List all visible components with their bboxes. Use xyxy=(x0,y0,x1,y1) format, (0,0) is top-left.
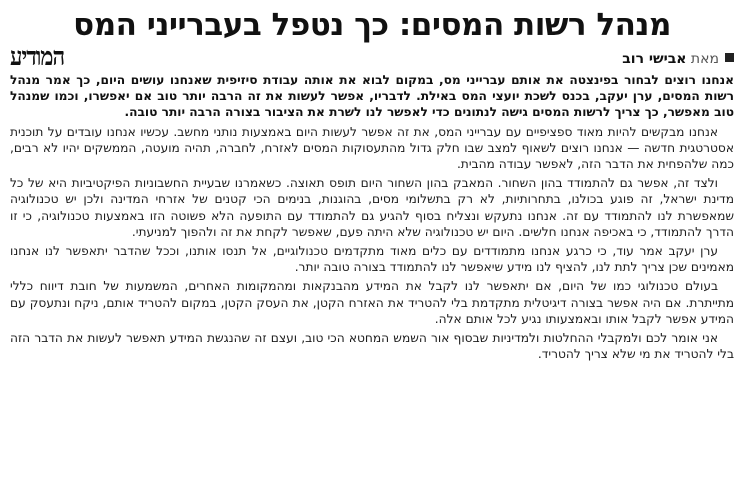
body-paragraph: אנחנו מבקשים להיות מאוד ספציפיים עם עברייני המס, את זה אפשר לעשות היום באמצעות נותני מחשב. עכשיו אנחנו עובדים על תוכנית אסטרטגית חדשה — אנחנו רוצים לשאוף למצב שבו חלק גדול מהתעסוקות המסים לאזרח, לחברה, תהיה מועטה, הממשקים יהיו לא רבים, כמה שלהפחית את הדבר הזה, לאפשר עבודה מהבית. xyxy=(10,124,734,172)
body-paragraph: בעולם טכנולוגי כמו של היום, אם יתאפשר לנו לקבל את המידע מהבנקאות ומהמקומות האחרים, המשמעות של חובת דיווח כללי מתייתרת. אם היה אפשר בצורה דיגיטלית מתקדמת בלי להטריד את האזרח הקטן, את העסק הקטן, במקום להטריד אותם, ניקח ונתעסק עם המידע אפשר לקבל אותו ובאמצעותו נגיע לכל אותם אלה. xyxy=(10,279,734,326)
body-paragraph: ולצד זה, אפשר גם להתמודד בהון השחור. המאבק בהון השחור היום תופס תאוצה. כשאמרנו שבעיית החשבוניות הפיקטיביות היא של כל מדינת ישראל, זה פוגע בכולנו, בתחרותיות, לא רק בתשלומי מסים, בהוגנות, בנימים הכי קטנים של אזרחי המדינה ולכן יש טכנולוגיה שמאפשרת לנו להתמודד עם זה. אנחנו נתעקש ונצליח בסוף להגיע גם להתמודד עם התופעה הלא פשוטה הזו באמצעות טכנולוגיה, כי זו הדרך להתמודד, כי באכיפה אנחנו חלשים. היום יש טכנולוגיה שלא היתה פעם, שאפשר לקחת את זה ולהפוך למניעתי. xyxy=(10,176,734,239)
byline xyxy=(622,50,734,68)
byline-prefix: מאת xyxy=(690,51,719,67)
article-headline: מנהל רשות המסים: כך נטפל בעברייני המס xyxy=(73,7,671,43)
publication-logo: המודיע xyxy=(10,42,65,72)
body-paragraph: ערן יעקב אמר עוד, כי כרגע אנחנו מתמודדים עם כלים מאוד מתקדמים טכנולוגיים, אל תנסו אותנו, וככל שהדבר יתאפשר לנו אנחנו מאמינים שכן צריך לתת לנו, להציף לנו מידע שיאפשר לנו להתמודד בצורה טובה יותר. xyxy=(10,244,734,275)
article-page xyxy=(10,2,734,480)
author-name: אבישי רוב xyxy=(622,51,687,67)
article-body xyxy=(10,72,734,362)
bullet-square-icon xyxy=(725,53,734,62)
body-paragraph: אני אומר לכם ולמקבלי ההחלטות ולמדיניות שבסוף אור השמש המחטא הכי טוב, ועצם זה שהנגשת המידע תאפשר לעשות את הדבר הזה בלי להטריד את מי שלא צריך להטריד. xyxy=(10,331,734,362)
byline-row xyxy=(10,42,734,72)
lead-paragraph: אנחנו רוצים לבחור בפינצטה את אותם עברייני מס, במקום לבוא את אותה עבודת סיזיפית שאנחנו עושים היום, כך אמר מנהל רשות המסים, ערן יעקב, בכנס לשכת יועצי המס באילת. לדבריו, אפשר לעשות את זה הרבה יותר טוב אם יאפשרו, וכמו שמנהל טוב מאפשר, כך צריך לרשות המסים גישה לנתונים כדי לאפשר לנו לשרת את הציבור בצורה הרבה יותר טובה. xyxy=(10,73,734,120)
